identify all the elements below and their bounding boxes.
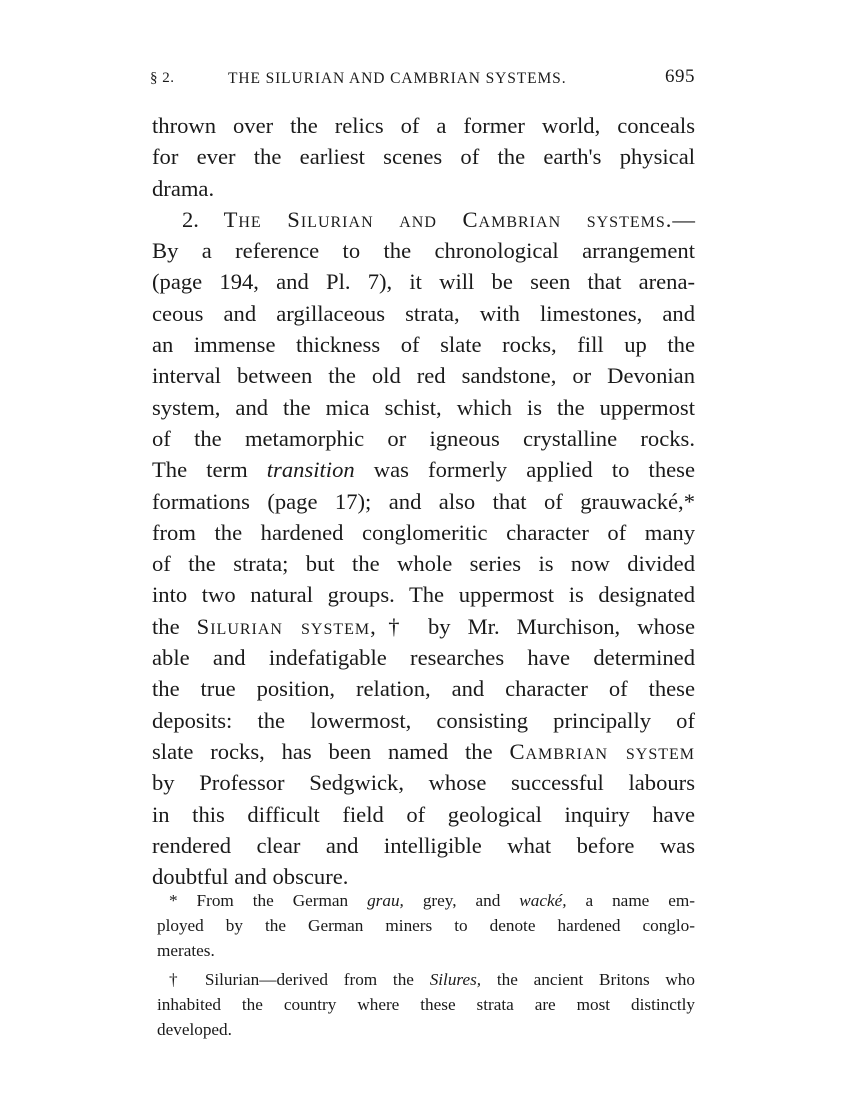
text-run: † Silurian—derived from the bbox=[169, 970, 414, 989]
text-line: ceous and argillaceous strata, with limestones, and bbox=[152, 300, 695, 326]
body-text bbox=[152, 110, 695, 892]
section-heading-line bbox=[152, 204, 695, 235]
text-line: the true position, relation, and character of these bbox=[152, 676, 695, 702]
heading-dash: — bbox=[672, 206, 695, 232]
running-title: THE SILURIAN AND CAMBRIAN SYSTEMS. bbox=[228, 70, 567, 87]
text-line: into two natural groups. The uppermost is designated bbox=[152, 582, 695, 608]
text-line bbox=[152, 736, 695, 767]
section-heading: The Silurian and Cambrian systems. bbox=[223, 206, 673, 232]
text-run: the bbox=[152, 613, 180, 639]
text-line: able and indefatigable researches have determined bbox=[152, 645, 695, 671]
text-line: deposits: the lowermost, consisting principally of bbox=[152, 707, 695, 733]
text-line: drama. bbox=[152, 175, 215, 201]
footnote-line bbox=[157, 967, 695, 992]
text-line: doubtful and obscure. bbox=[152, 864, 349, 890]
footnote-line bbox=[157, 888, 695, 913]
text-line: of the metamorphic or igneous crystalline rocks. bbox=[152, 425, 695, 451]
running-head bbox=[150, 66, 695, 92]
text-line: (page 194, and Pl. 7), it will be seen that arena- bbox=[152, 269, 695, 295]
small-caps-term: Cambrian system bbox=[509, 738, 696, 764]
text-line: rendered clear and intelligible what before was bbox=[152, 832, 695, 858]
footnote-line: merates. bbox=[157, 941, 215, 960]
text-run: The term bbox=[152, 457, 248, 483]
section-number: 2. bbox=[182, 206, 199, 232]
text-line: of the strata; but the whole series is now divided bbox=[152, 551, 695, 577]
italic-term: transition bbox=[266, 457, 355, 483]
italic-term: Silures, bbox=[429, 970, 482, 989]
text-run: was formerly applied to these bbox=[373, 457, 695, 483]
text-run: grey, and bbox=[422, 891, 501, 910]
text-run: the ancient Britons who bbox=[496, 970, 695, 989]
section-mark: § 2. bbox=[150, 70, 175, 86]
text-line: in this difficult field of geological inquiry have bbox=[152, 801, 695, 827]
page-number: 695 bbox=[665, 66, 695, 87]
text-line: from the hardened conglomeritic character of many bbox=[152, 519, 695, 545]
footnote-line: developed. bbox=[157, 1020, 232, 1039]
text-run: * From the German bbox=[169, 891, 349, 910]
text-line: interval between the old red sandstone, or Devonian bbox=[152, 363, 695, 389]
text-line bbox=[152, 454, 695, 485]
text-line: By a reference to the chronological arrangement bbox=[152, 238, 695, 264]
text-line: formations (page 17); and also that of grauwacké,* bbox=[152, 488, 695, 514]
text-line bbox=[152, 611, 695, 642]
text-line: for ever the earliest scenes of the earth's physical bbox=[152, 144, 695, 170]
text-line: by Professor Sedgwick, whose successful labours bbox=[152, 770, 695, 796]
italic-term: grau, bbox=[367, 891, 404, 910]
text-run: a name em- bbox=[585, 891, 695, 910]
footnote-line: inhabited the country where these strata are most distinctly bbox=[157, 995, 695, 1014]
text-run: slate rocks, has been named the bbox=[152, 738, 493, 764]
footnote-line: ployed by the German miners to denote hardened conglo- bbox=[157, 916, 695, 935]
text-line: an immense thickness of slate rocks, fill up the bbox=[152, 332, 695, 358]
text-line: thrown over the relics of a former world, conceals bbox=[152, 113, 695, 138]
small-caps-term: Silurian system, bbox=[196, 613, 377, 639]
italic-term: wacké, bbox=[519, 891, 567, 910]
text-run: † by Mr. Murchison, whose bbox=[376, 613, 695, 639]
footnotes bbox=[157, 888, 695, 1042]
text-line: system, and the mica schist, which is the uppermost bbox=[152, 394, 695, 420]
